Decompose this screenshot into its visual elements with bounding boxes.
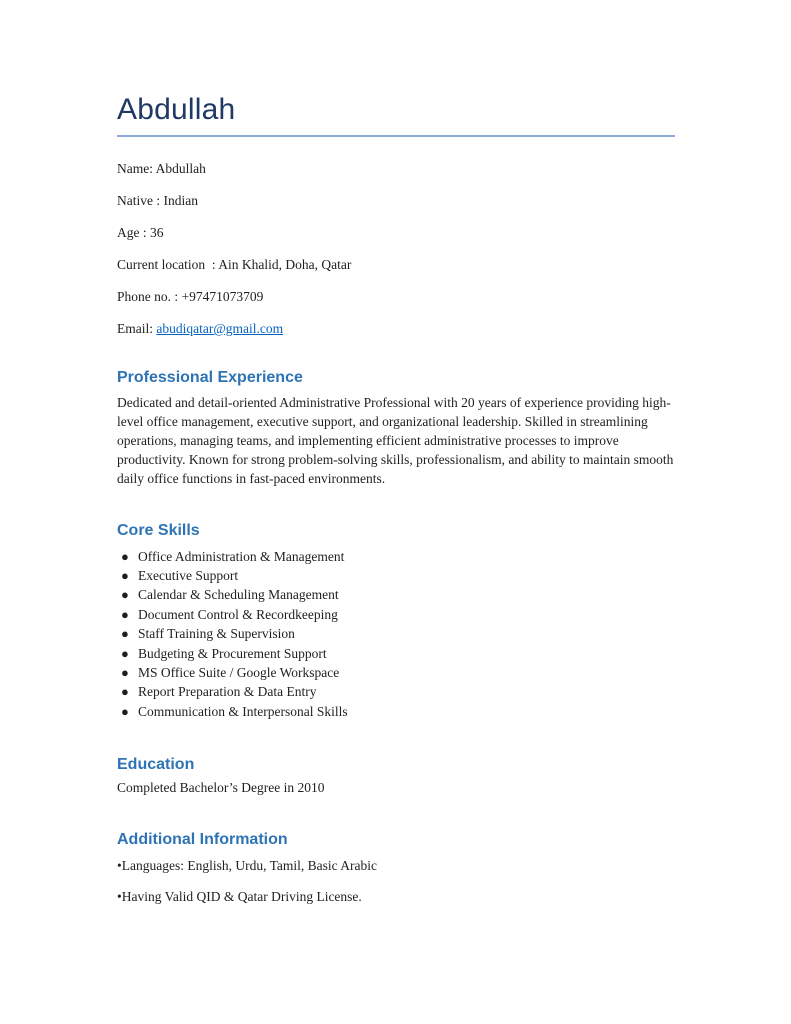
- personal-info-block: [117, 160, 675, 338]
- info-native: Native : Indian: [117, 193, 198, 208]
- skill-label: Calendar & Scheduling Management: [138, 587, 339, 603]
- list-item: [121, 663, 675, 682]
- list-item: [121, 585, 675, 604]
- info-phone: Phone no. : +97471073709: [117, 289, 264, 304]
- email-label: Email:: [117, 321, 157, 336]
- list-item: [121, 682, 675, 701]
- resume-content: [117, 0, 675, 918]
- info-name: Name: Abdullah: [117, 161, 206, 176]
- bullet-icon: ●: [121, 587, 129, 603]
- email-link[interactable]: abudiqatar@gmail.com: [156, 321, 284, 336]
- bullet-icon: ●: [121, 703, 129, 719]
- section-professional-experience: [117, 368, 675, 488]
- core-skills-list: [117, 547, 675, 722]
- bullet-icon: ●: [121, 684, 129, 700]
- bullet-icon: ●: [121, 606, 129, 622]
- skill-label: Budgeting & Procurement Support: [138, 645, 327, 661]
- info-email-line: [117, 320, 675, 338]
- list-item: [121, 547, 675, 566]
- list-item: [121, 624, 675, 643]
- skill-label: Executive Support: [138, 567, 239, 583]
- professional-experience-heading: Professional Experience: [117, 368, 303, 386]
- section-additional-information: [117, 830, 675, 905]
- additional-information-heading: Additional Information: [117, 831, 288, 849]
- section-education: [117, 755, 675, 797]
- info-location: Current location : Ain Khalid, Doha, Qatar: [117, 257, 352, 272]
- list-item: [121, 644, 675, 663]
- bullet-icon: ●: [121, 626, 129, 642]
- skill-label: MS Office Suite / Google Workspace: [138, 664, 340, 680]
- core-skills-heading: Core Skills: [117, 521, 200, 539]
- education-heading: Education: [117, 756, 195, 774]
- professional-experience-paragraph: Dedicated and detail-oriented Administrative Professional with 20 years of experience providing high-level office management, executive support, and organizational leadership. Skilled in streamlining operations, managing teams, and implementing efficient administrative processes to improve productivity. Known for strong problem-solving skills, professionalism, and ability to maintain smooth daily office functions in fast-paced environments.: [117, 394, 674, 486]
- bullet-icon: ●: [121, 664, 129, 680]
- additional-info-languages: •Languages: English, Urdu, Tamil, Basic Arabic: [117, 858, 377, 874]
- list-item: [121, 702, 675, 721]
- bullet-icon: ●: [121, 567, 129, 583]
- skill-label: Document Control & Recordkeeping: [138, 606, 338, 622]
- additional-info-license: •Having Valid QID & Qatar Driving License.: [117, 888, 362, 904]
- bullet-icon: ●: [121, 645, 129, 661]
- list-item: [121, 566, 675, 585]
- skill-label: Communication & Interpersonal Skills: [138, 703, 348, 719]
- section-core-skills: [117, 521, 675, 722]
- skill-label: Report Preparation & Data Entry: [138, 684, 317, 700]
- skill-label: Office Administration & Management: [138, 548, 345, 564]
- bullet-icon: ●: [121, 548, 129, 564]
- education-detail: Completed Bachelor’s Degree in 2010: [117, 780, 325, 796]
- list-item: [121, 605, 675, 624]
- info-age: Age : 36: [117, 225, 164, 240]
- skill-label: Staff Training & Supervision: [138, 626, 295, 642]
- document-title: Abdullah: [117, 92, 675, 137]
